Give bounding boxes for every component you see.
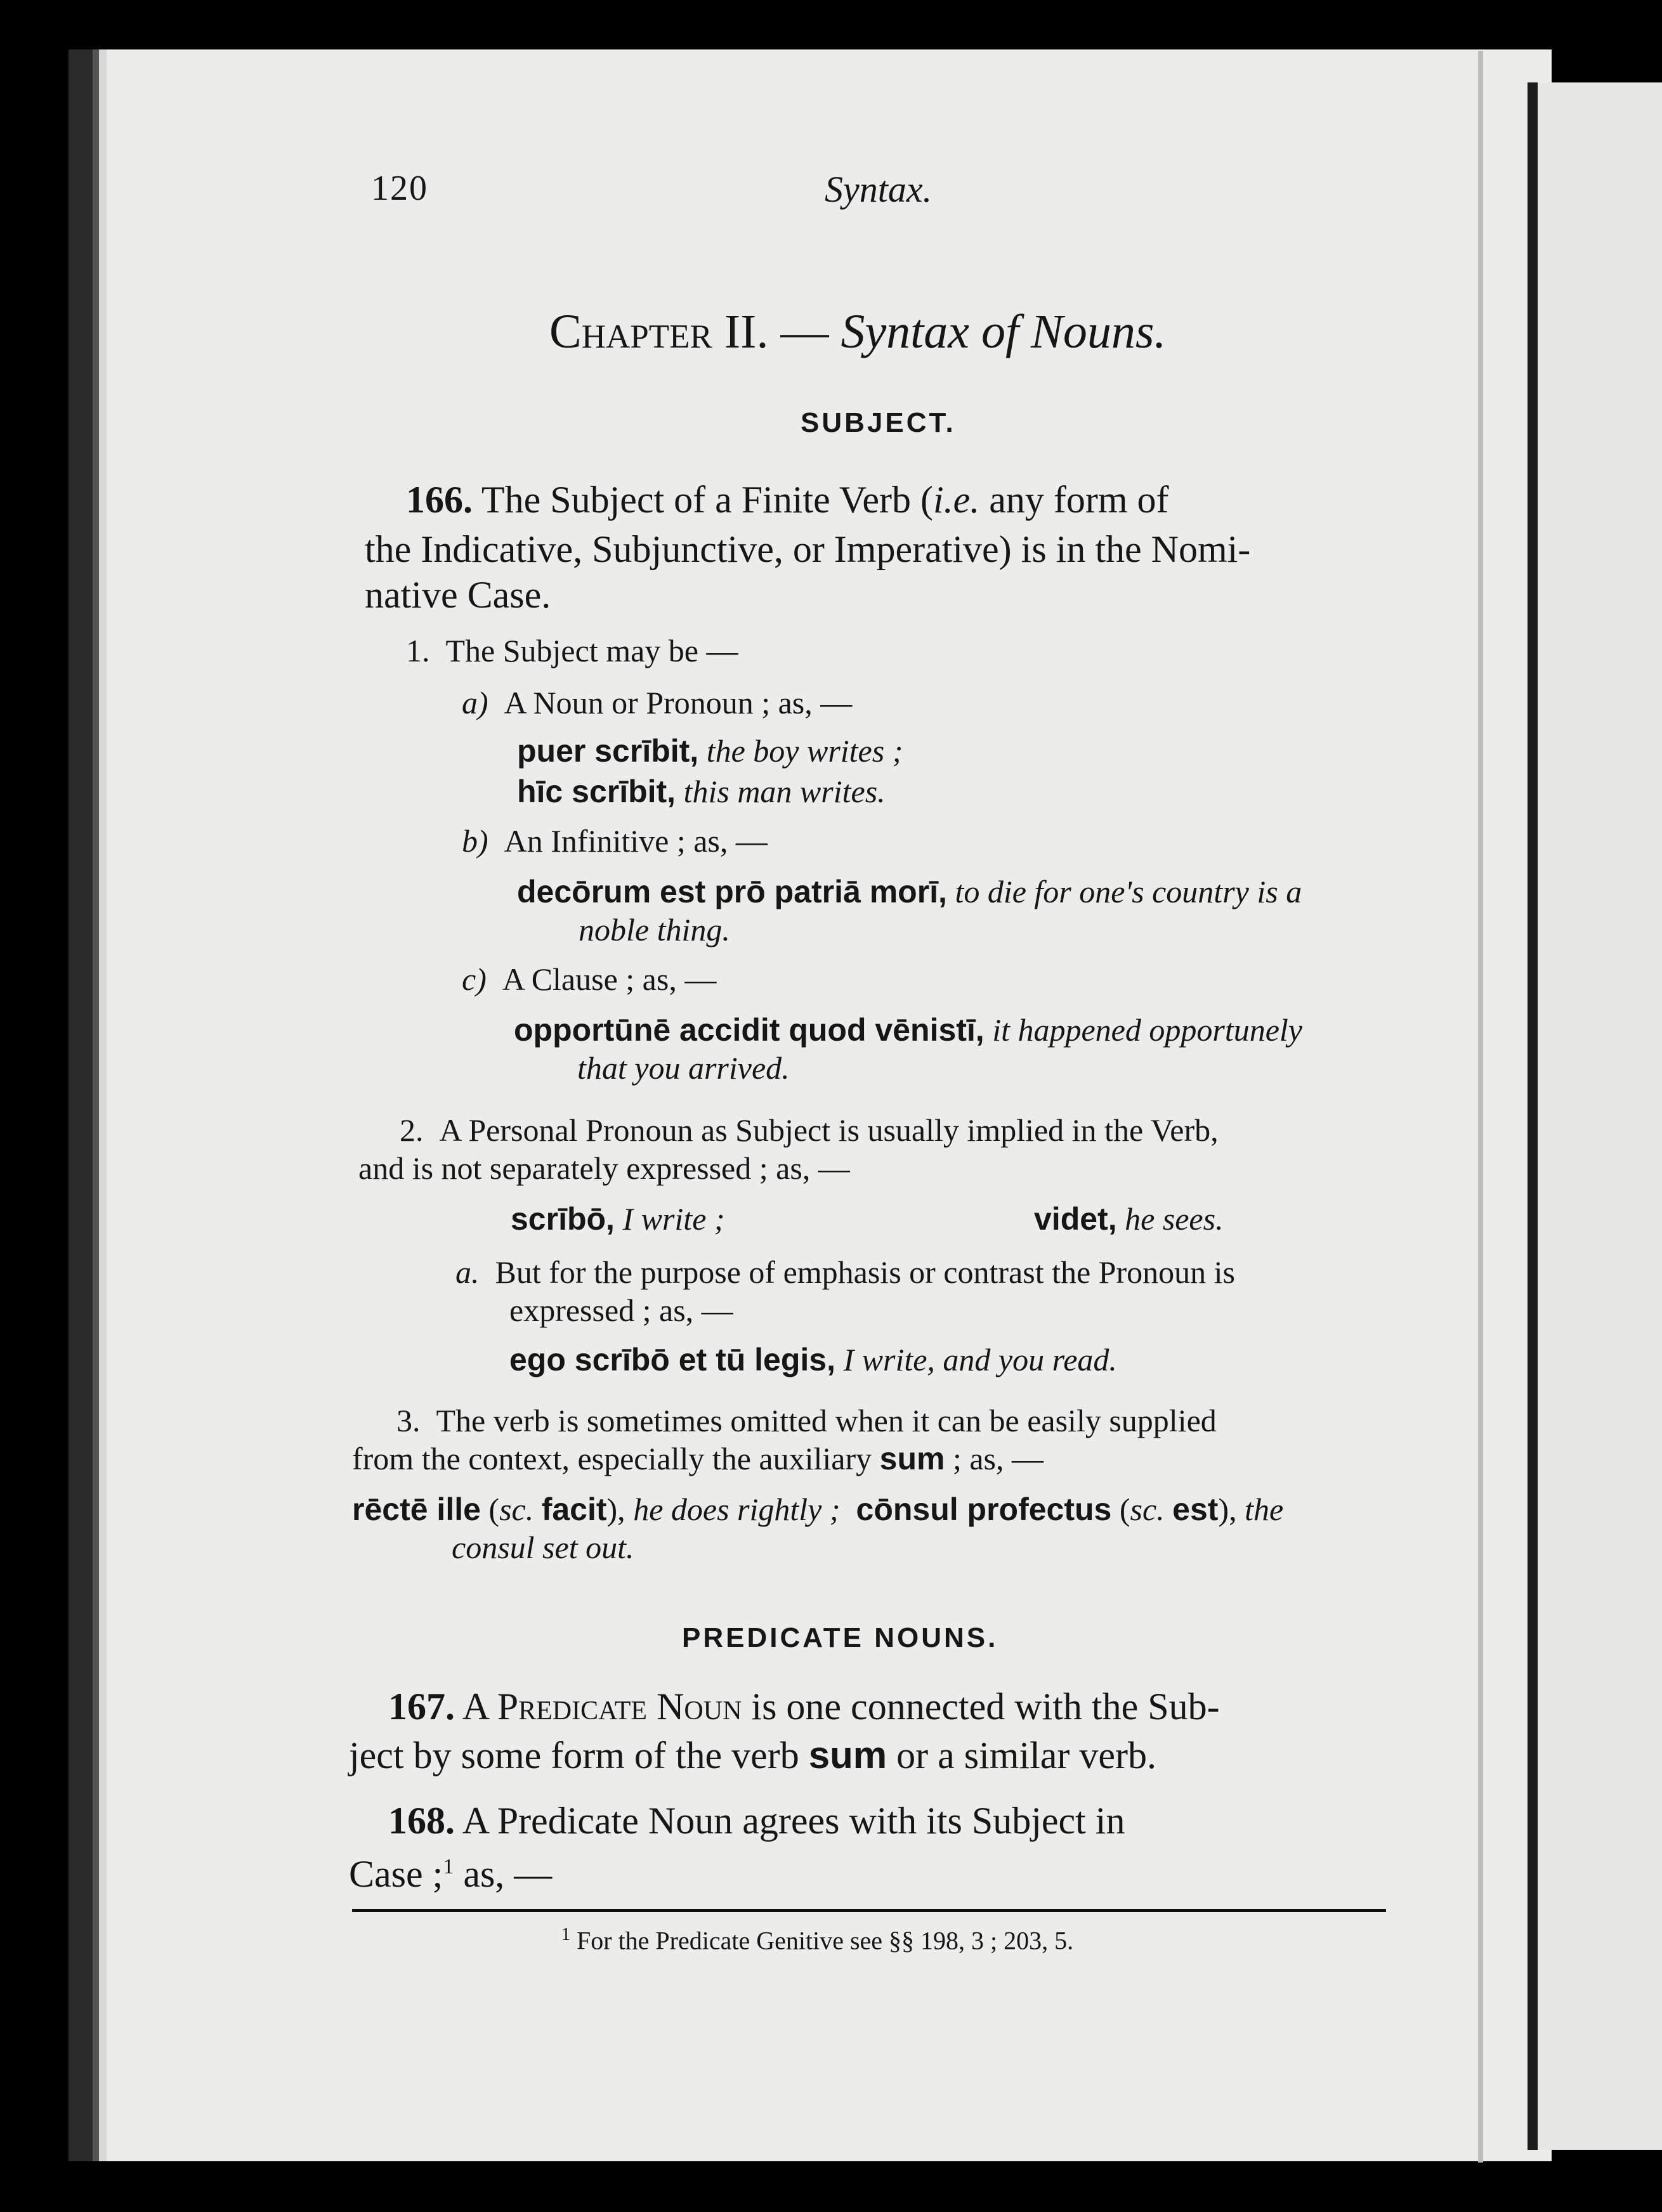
item-1c (462, 960, 716, 998)
text-run: i.e. (932, 479, 980, 521)
item-3-line-1 (396, 1402, 1217, 1440)
paragraph-number: 167. (388, 1686, 455, 1727)
paragraph-166-line-2: the Indicative, Subjunctive, or Imperative) is in the Nomi- (365, 528, 1251, 570)
paragraph-number: 166. (406, 479, 473, 521)
latin-text: ego scrībō et tū legis, (509, 1342, 835, 1377)
text-run: ; as, — (945, 1441, 1044, 1476)
latin-text: sum (879, 1441, 945, 1476)
footnote-text: For the Predicate Genitive see §§ 198, 3 ; 203, 5. (570, 1926, 1074, 1955)
footnote (561, 1925, 1073, 1955)
english-text: it happened opportunely (992, 1012, 1302, 1048)
example-line (509, 1341, 1117, 1379)
example-line (514, 1011, 1302, 1049)
chapter-heading (549, 304, 1166, 360)
section-heading-predicate-nouns: PREDICATE NOUNS. (682, 1622, 998, 1653)
item-3-line-2 (352, 1440, 1044, 1478)
english-text: the boy writes ; (706, 733, 903, 769)
paragraph-number: 168. (388, 1800, 455, 1842)
footnote-marker: 1 (443, 1855, 454, 1878)
chapter-label: Chapter (549, 305, 712, 358)
text-run: The Subject of a Finite Verb ( (473, 479, 933, 521)
latin-text: opportūnē accidit quod vēnistī, (514, 1012, 985, 1048)
text-run: A Predicate Noun agrees with its Subject in (455, 1800, 1125, 1842)
term-text: Predicate Noun (497, 1686, 742, 1727)
text-run: from the context, especially the auxiliary (352, 1441, 880, 1476)
example-line (511, 1200, 725, 1238)
example-line (517, 772, 886, 810)
paragraph-167-line-1 (388, 1684, 1220, 1729)
footnote-marker: 1 (561, 1925, 570, 1944)
latin-text: sum (808, 1734, 887, 1776)
latin-text: scrībō, (511, 1201, 615, 1237)
paragraph-168-line-1 (388, 1798, 1125, 1844)
paragraph-167-line-2 (349, 1733, 1156, 1778)
example-continuation: consul set out. (452, 1530, 634, 1565)
english-text: this man writes. (683, 774, 886, 809)
item-label: a. (455, 1254, 480, 1290)
item-2-line-1 (400, 1111, 1219, 1149)
example-line (517, 732, 903, 770)
text-run: A Noun or Pronoun ; as, — (504, 685, 853, 720)
text-run: But for the purpose of emphasis or contrast the Pronoun is (495, 1254, 1235, 1290)
paragraph-166-line-1 (406, 477, 1169, 523)
section-heading-subject: SUBJECT. (801, 407, 956, 438)
latin-text: decōrum est prō patriā morī, (517, 874, 947, 909)
text-run: An Infinitive ; as, — (504, 823, 768, 859)
latin-text: videt, (1034, 1201, 1117, 1237)
chapter-numeral: II. (724, 305, 769, 358)
page-number: 120 (371, 169, 428, 208)
running-title: Syntax. (825, 169, 932, 210)
english-text: he does rightly ; (633, 1492, 841, 1527)
english-text: I write, and you read. (843, 1342, 1117, 1377)
item-2a-line-2: expressed ; as, — (509, 1292, 733, 1328)
text-run: A Clause ; as, — (502, 961, 717, 997)
example-line: rēctē ille (sc. facit), he does rightly ; cōnsul profectus (sc. est), the (352, 1492, 1284, 1527)
item-label: c) (462, 961, 487, 997)
item-2a-line-1 (455, 1253, 1235, 1291)
item-label: b) (462, 823, 488, 859)
english-text: to die for one's country is a (955, 874, 1302, 909)
item-label: a) (462, 685, 488, 720)
latin-text: hīc scrībit, (517, 774, 676, 809)
text-run: A (455, 1686, 497, 1727)
item-2-line-2: and is not separately expressed ; as, — (358, 1150, 850, 1186)
latin-text: cōnsul profectus (856, 1492, 1112, 1527)
example-line (1034, 1200, 1224, 1238)
abbrev-text: sc. (1130, 1492, 1165, 1527)
item-number: 3. (396, 1403, 421, 1438)
paragraph-168-line-2 (349, 1844, 552, 1897)
latin-text: rēctē ille (352, 1492, 481, 1527)
paragraph-166-line-3: native Case. (365, 574, 551, 616)
text-run: ject by some form of the verb (349, 1734, 809, 1776)
chapter-dash: — (768, 305, 841, 358)
item-number: 2. (400, 1112, 424, 1148)
text-run: is one connected with the Sub- (742, 1686, 1220, 1727)
english-text: he sees. (1125, 1201, 1224, 1237)
chapter-title: Syntax of Nouns. (841, 305, 1167, 358)
latin-text: facit (541, 1492, 607, 1527)
footnote-rule (352, 1909, 1386, 1912)
example-continuation: that you arrived. (577, 1050, 790, 1086)
english-text: I write ; (622, 1201, 725, 1237)
latin-text: puer scrībit, (517, 733, 699, 769)
text-run: The verb is sometimes omitted when it can be easily supplied (436, 1403, 1217, 1438)
text-run: as, — (454, 1853, 553, 1895)
text-run: or a similar verb. (887, 1734, 1157, 1776)
latin-text: est (1172, 1492, 1219, 1527)
text-run: The Subject may be — (445, 633, 738, 668)
item-1a (462, 684, 852, 722)
text-run: any form of (979, 479, 1169, 521)
example-continuation: noble thing. (579, 912, 730, 947)
text-run: A Personal Pronoun as Subject is usually implied in the Verb, (439, 1112, 1219, 1148)
item-number: 1. (406, 633, 430, 668)
example-line (517, 873, 1302, 911)
abbrev-text: sc. (499, 1492, 534, 1527)
english-text: the (1245, 1492, 1284, 1527)
item-1b (462, 822, 768, 860)
item-1 (406, 632, 738, 670)
text-run: Case ; (349, 1853, 443, 1895)
